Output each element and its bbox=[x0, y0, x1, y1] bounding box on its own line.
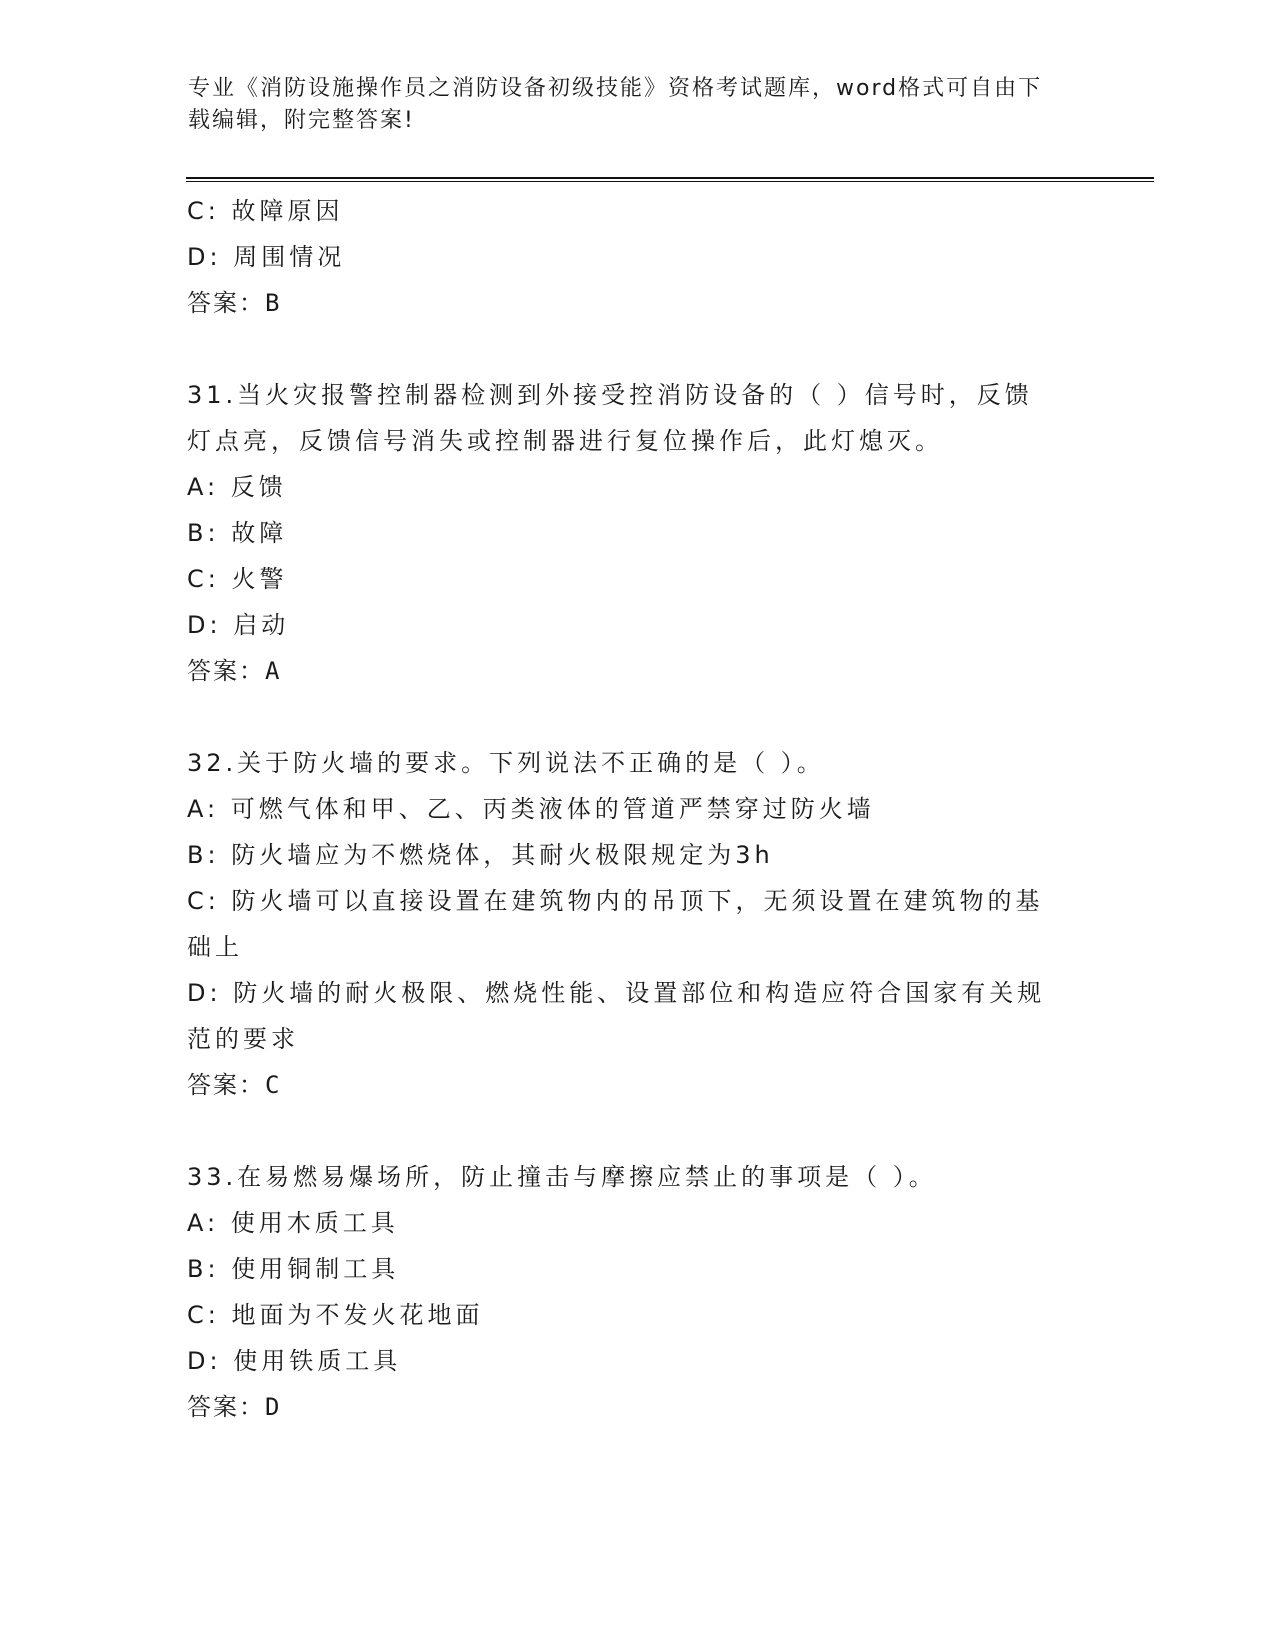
option-text: 使用木质工具 bbox=[230, 1209, 399, 1237]
option-text: 启动 bbox=[233, 611, 290, 639]
option-text: 防火墙可以直接设置在建筑物内的吊顶下，无须设置在建筑物的基 bbox=[231, 887, 1044, 915]
option-d bbox=[187, 1338, 1087, 1384]
header-line-2: 载编辑，附完整答案! bbox=[188, 108, 415, 133]
option-text: 防火墙的耐火极限、燃烧性能、设置部位和构造应符合国家有关规 bbox=[233, 979, 1046, 1007]
option-d bbox=[187, 234, 1087, 280]
option-label: B: bbox=[187, 841, 220, 869]
option-text: 防火墙应为不燃烧体，其耐火极限规定为3h bbox=[231, 841, 774, 869]
option-c bbox=[187, 878, 1087, 924]
option-label: C: bbox=[187, 887, 220, 915]
question-31 bbox=[187, 372, 1087, 694]
option-d bbox=[187, 602, 1087, 648]
option-label: C: bbox=[187, 565, 220, 593]
option-d bbox=[187, 970, 1087, 1016]
header-divider bbox=[186, 177, 1154, 179]
option-text: 故障原因 bbox=[231, 197, 344, 225]
spacer bbox=[187, 694, 1087, 740]
answer-line: 答案：D bbox=[187, 1393, 282, 1421]
option-c bbox=[187, 1292, 1087, 1338]
header-divider-thin bbox=[186, 181, 1154, 182]
option-text: 周围情况 bbox=[233, 243, 346, 271]
question-30-tail bbox=[187, 188, 1087, 326]
option-d-cont: 范的要求 bbox=[187, 1025, 299, 1053]
option-label: D: bbox=[187, 979, 222, 1007]
option-label: A: bbox=[187, 795, 220, 823]
option-text: 反馈 bbox=[230, 473, 287, 501]
spacer bbox=[187, 1108, 1087, 1154]
option-a bbox=[187, 1200, 1087, 1246]
question-33 bbox=[187, 1154, 1087, 1430]
page-header bbox=[188, 73, 1068, 137]
option-label: D: bbox=[187, 243, 222, 271]
option-label: B: bbox=[187, 519, 220, 547]
option-b bbox=[187, 832, 1087, 878]
answer-line: 答案：C bbox=[187, 1071, 282, 1099]
answer-line: 答案：B bbox=[187, 289, 282, 317]
option-label: B: bbox=[187, 1255, 220, 1283]
header-line-1: 专业《消防设施操作员之消防设备初级技能》资格考试题库，word格式可自由下 bbox=[188, 76, 1043, 101]
option-b bbox=[187, 510, 1087, 556]
option-text: 地面为不发火花地面 bbox=[231, 1301, 484, 1329]
option-a bbox=[187, 786, 1087, 832]
question-stem: 33.在易燃易爆场所，防止撞击与摩擦应禁止的事项是（ ）。 bbox=[187, 1163, 937, 1191]
option-text: 火警 bbox=[231, 565, 288, 593]
option-label: A: bbox=[187, 473, 220, 501]
option-c bbox=[187, 188, 1087, 234]
option-c-cont: 础上 bbox=[187, 933, 243, 961]
option-label: C: bbox=[187, 197, 220, 225]
question-stem-cont: 灯点亮，反馈信号消失或控制器进行复位操作后，此灯熄灭。 bbox=[187, 427, 943, 455]
question-stem: 31.当火灾报警控制器检测到外接受控消防设备的（ ）信号时，反馈 bbox=[187, 381, 1033, 409]
option-text: 故障 bbox=[231, 519, 288, 547]
option-c bbox=[187, 556, 1087, 602]
question-stem: 32.关于防火墙的要求。下列说法不正确的是（ ）。 bbox=[187, 749, 825, 777]
option-label: A: bbox=[187, 1209, 220, 1237]
option-text: 使用铁质工具 bbox=[233, 1347, 402, 1375]
question-32 bbox=[187, 740, 1087, 1108]
answer-line: 答案：A bbox=[187, 657, 282, 685]
option-label: D: bbox=[187, 1347, 222, 1375]
option-a bbox=[187, 464, 1087, 510]
question-list bbox=[187, 188, 1087, 1430]
option-text: 使用铜制工具 bbox=[231, 1255, 400, 1283]
option-label: D: bbox=[187, 611, 222, 639]
spacer bbox=[187, 326, 1087, 372]
option-b bbox=[187, 1246, 1087, 1292]
option-text: 可燃气体和甲、乙、丙类液体的管道严禁穿过防火墙 bbox=[230, 795, 875, 823]
option-label: C: bbox=[187, 1301, 220, 1329]
